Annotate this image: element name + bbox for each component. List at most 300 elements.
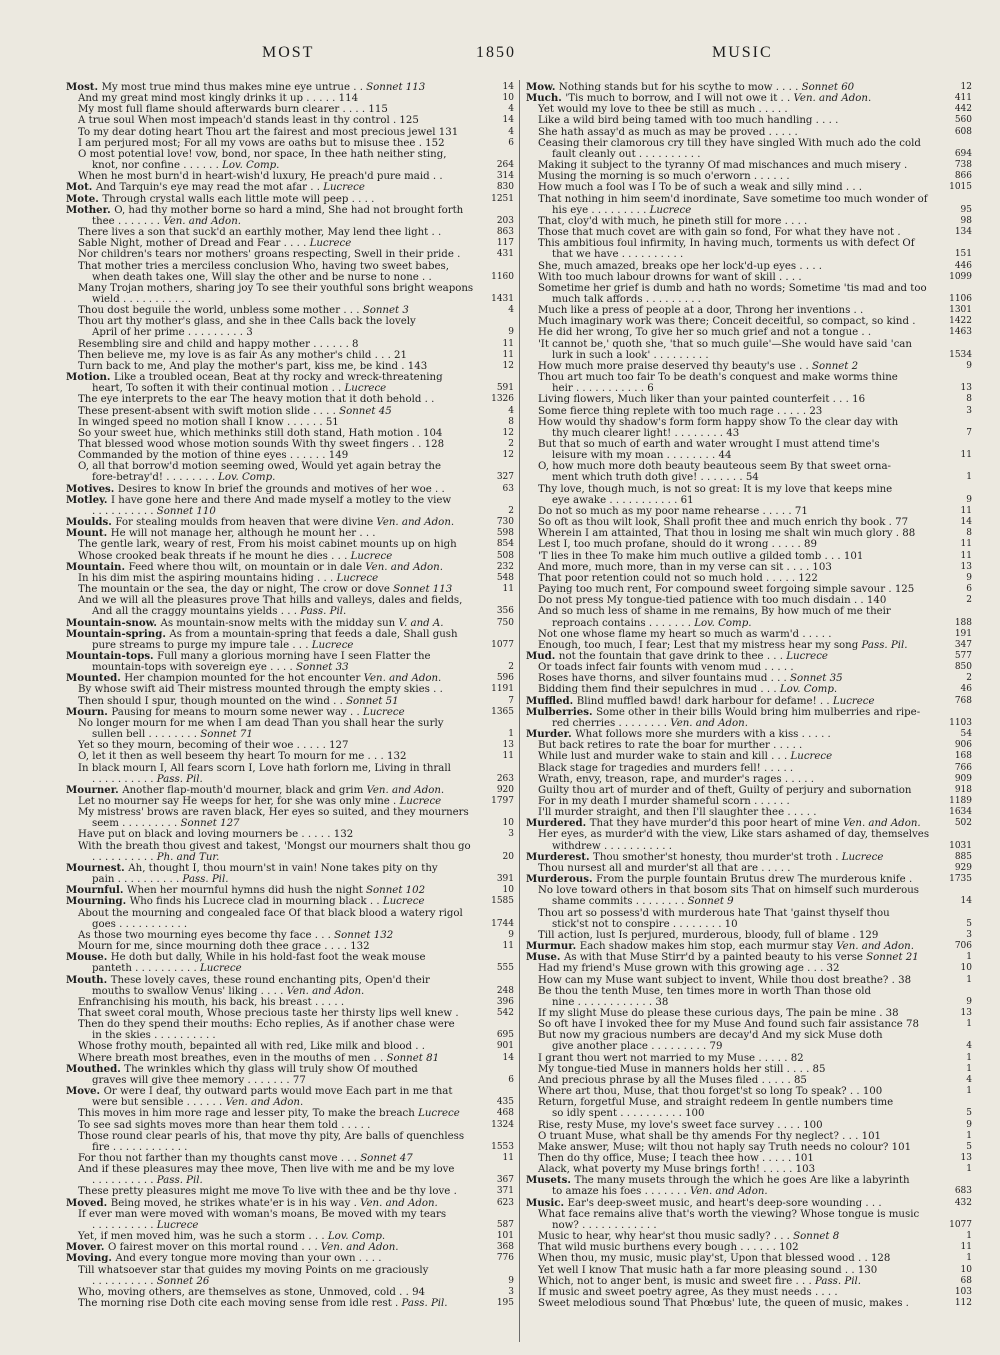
line-number: 1797 [491,796,514,806]
quotation-text: Which, not to anger bent, is music and sweet fire . . . [538,1275,812,1287]
line-number: 1 [966,1231,972,1242]
citation-line [66,1175,514,1186]
line-number: 885 [954,851,972,862]
line-number: 1 [966,1164,972,1175]
headword: Murmur. [526,941,580,953]
quotation-text: O truant Muse, what shall be thy amends For thy neglect? . . . 101 [538,1130,882,1142]
source-reference: Lucrece [308,639,354,651]
quotation-text: What face remains alive that's worth the viewing? Whose tongue is music [538,1208,920,1220]
line-number: 1077 [949,1219,972,1230]
quotation-text: mountain-tops with sovereign eye . . . . [92,662,293,674]
index-entry [66,629,514,640]
citation-line [66,127,514,138]
line-number: 9 [966,1119,972,1130]
line-number: 1324 [491,1119,514,1130]
quotation-text: Do not so much as my poor name rehearse . . . . . 71 [538,505,808,517]
line-number: 9 [966,996,972,1007]
line-number: 9 [508,929,514,940]
header-left-word: MOST [262,44,315,61]
index-entry [66,1064,514,1075]
quotation-text: No longer mourn for me when I am dead Than you shall hear the surly [78,717,444,729]
headword: Music. [526,1197,568,1209]
line-number: 854 [496,539,514,550]
quotation-text: Yet so they mourn, becoming of their woe . . . . . 127 [78,740,349,752]
quotation-text: mouths to swallow Venus' liking . . . . [92,985,284,997]
line-number: 3 [966,405,972,416]
quotation-text: Whose crooked beak threats if he mount he dies . . . [78,550,348,562]
line-number: 446 [954,260,972,271]
index-entry [66,1198,514,1209]
citation-line [66,506,514,517]
line-number: 1 [966,1130,972,1141]
citation-line [66,1131,514,1142]
citation-line [66,1186,514,1197]
citation-line [526,684,972,695]
index-entry [526,696,972,707]
line-number: 98 [960,215,972,226]
source-reference: Lucrece [347,550,393,562]
quotation-text: Some other in their bills Would bring him mulberries and ripe- [596,706,921,718]
quotation-text: Thou dost beguile the world, unbless some mother . . . [78,305,360,317]
citation-line [526,930,972,941]
quotation-text: O most potential love! vow, bond, nor space, In thee hath neither sting, [78,148,447,160]
quotation-text: While lust and murder wake to stain and kill . . . [538,751,788,763]
index-entry [526,651,972,662]
index-entry [526,729,972,740]
line-number: 371 [496,1186,514,1197]
citation-line [526,182,972,193]
headword: Murdered. [526,818,590,830]
line-number: 14 [502,1052,514,1063]
citation-line [526,205,972,216]
headword: Mot. [66,182,96,194]
quotation-text: heir . . . . . . . . . . . 6 [552,383,654,395]
headword: Musets. [526,1175,575,1187]
index-entry [526,852,972,863]
quotation-text: For stealing moulds from heaven that were divine [115,517,374,529]
quotation-text: April of her prime . . . . . . . . . 3 [92,327,253,339]
line-number: 10 [960,963,972,974]
citation-line [526,439,972,450]
citation-line [66,729,514,740]
quotation-text: And if these pleasures may thee move, Then live with me and be my love [78,1164,455,1176]
citation-line [66,941,514,952]
headword: Mourning. [66,896,130,908]
line-number: 1585 [491,896,514,907]
headword: Mourner. [66,784,123,796]
source-reference: Ph. and Tur. [153,851,220,863]
citation-line [66,696,514,707]
line-number: 608 [954,126,972,137]
quotation-text: Enfranchising his mouth, his back, his breast . . . . . [78,996,345,1008]
line-number: 766 [954,762,972,773]
index-entry [66,673,514,684]
quotation-text: What follows more she murders with a kiss . . . . . [575,729,831,741]
quotation-text: That wild music burthens every bough . . . . . . 102 [538,1242,799,1254]
headword: Mountain-snow. [66,617,161,629]
quotation-text: Or were I deaf, thy outward parts would move Each part in me that [103,1086,453,1098]
line-number: 1 [966,1063,972,1074]
left-column [66,82,514,1344]
citation-line [66,774,514,785]
source-reference: Sonnet 26 [153,1275,210,1287]
line-number: 11 [502,584,514,595]
quotation-text: now? . . . . . . . . . . . . [552,1219,657,1231]
quotation-text: Thou smother'st honesty, thou murder'st troth . [593,851,839,863]
citation-line [66,662,514,673]
quotation-text: Let no mourner say He weeps for her, for she was only mine . [78,796,397,807]
line-number: 9 [966,572,972,583]
quotation-text: Had my friend's Muse grown with this growing age . . . 32 [538,963,840,975]
quotation-text: The morning rise Doth cite each moving sense from idle rest . [78,1298,399,1310]
citation-line [66,1153,514,1164]
quotation-text: Making it subject to the tyranny Of mad mischances and much misery . [538,160,908,172]
quotation-text: Thou art so possess'd with murderous hate That 'gainst thyself thou [538,907,890,919]
line-number: 2 [508,662,514,673]
quotation-text: Living flowers, Much liker than your painted counterfeit . . . 16 [538,394,866,406]
quotation-text: . . . . . . . . . . [92,773,154,785]
line-number: 4 [966,1074,972,1085]
citation-line [526,484,972,495]
line-number: 134 [954,227,972,238]
quotation-text: As mountain-snow melts with the midday sun [160,617,396,629]
citation-line [526,908,972,919]
source-reference: Ven. and Adon. [373,517,455,529]
quotation-text: panteth . . . . . . . . . . [92,963,197,975]
quotation-text: . . . . . . . . . . [92,851,154,863]
quotation-text: Make answer, Muse; wilt thou not haply say Truth needs no colour? 101 [538,1141,912,1153]
citation-line [526,506,972,517]
line-number: 1422 [949,316,972,327]
line-number: 863 [496,227,514,238]
line-number: 1 [966,952,972,963]
quotation-text: How much a fool was I To be of such a weak and silly mind . . . [538,182,863,194]
quotation-text: For thou not farther than my thoughts canst move . . . [78,1153,357,1164]
quotation-text: In his dim mist the aspiring mountains hiding . . . [78,572,334,584]
quotation-text: Many Trojan mothers, sharing joy To see their youthful sons bright weapons [78,282,474,294]
quotation-text: his eye . . . . . . . . . [552,204,647,216]
line-number: 10 [502,885,514,896]
headword: Mover. [66,1242,108,1254]
line-number: 738 [954,160,972,171]
line-number: 14 [960,896,972,907]
quotation-text: But now my gracious numbers are decay'd And my sick Muse doth [538,1030,883,1042]
citation-line [66,740,514,751]
quotation-text: And so much less of shame in me remains, By how much of me their [538,606,891,618]
quotation-text: With too much labour drowns for want of skill . . . . [538,271,802,283]
citation-line [66,1041,514,1052]
source-reference: Lucrece [319,182,365,194]
line-number: 830 [496,182,514,193]
quotation-text: Each shadow makes him stop, each murmur stay [579,941,834,953]
quotation-text: fault cleanly out . . . . . . . . . . [552,148,701,160]
quotation-text: Yet, if men moved him, was he such a storm . . . [78,1231,325,1243]
quotation-text: No love toward others in that bosom sits That on himself such murderous [538,885,920,897]
headword: Mulberries. [526,706,597,718]
citation-line [526,406,972,417]
line-number: 12 [502,360,514,371]
line-number: 13 [960,1153,972,1163]
citation-line [66,1075,514,1086]
citation-line [526,1253,972,1264]
citation-line [66,149,514,160]
citation-line [526,718,972,729]
quotation-text: O fairest mover on this mortal round . . . [108,1242,318,1254]
line-number: 468 [496,1108,514,1119]
citation-line [526,339,972,350]
citation-line [66,573,514,584]
citation-line [526,774,972,785]
quotation-text: shame commits . . . . . . . . [552,896,685,908]
source-reference: Lucrece [787,751,833,763]
quotation-text: Whose frothy mouth, bepainted all with red, Like milk and blood . . [78,1041,425,1053]
quotation-text: . . . . . . . . . . [92,1175,154,1187]
citation-line [526,785,972,796]
citation-line [526,261,972,272]
quotation-text: . . . . . . . . . . [92,505,154,517]
index-entry [66,707,514,718]
citation-line [66,227,514,238]
line-number: 768 [954,695,972,706]
line-number: 901 [496,1041,514,1052]
line-number: 95 [960,204,972,215]
quotation-text: Enough, too much, I fear; Lest that my mistress hear my song [538,639,859,651]
index-entry [66,975,514,986]
quotation-text: And Tarquin's eye may read the mot afar . . [95,182,320,194]
line-number: 695 [496,1030,514,1041]
source-reference: Pass. Pil. [398,1298,448,1310]
citation-line [526,428,972,439]
line-number: 1077 [491,639,514,650]
citation-line [526,450,972,461]
citation-line [66,919,514,930]
line-number: 909 [954,773,972,784]
quotation-text: Full many a glorious morning have I seen Flatter the [157,650,431,662]
quotation-text: 'It cannot be,' quoth she, 'that so much guile'—She would have said 'can [538,338,912,350]
citation-line [66,283,514,294]
quotation-text: Mourn for me, since mourning doth thee grace . . . . 132 [78,941,370,953]
citation-line [66,461,514,472]
index-entry [66,82,514,93]
citation-line [526,361,972,372]
source-reference: Lucrece [333,572,379,584]
quotation-text: that we have . . . . . . . . . . [552,249,684,261]
citation-line [66,718,514,729]
quotation-text: Pausing for means to mourn some newer way . . [111,706,360,718]
line-number: 4 [508,126,514,137]
citation-line [526,740,972,751]
source-reference: Sonnet 132 [330,929,394,941]
line-number: 6 [508,1074,514,1085]
quotation-text: wield . . . . . . . . . . . [92,293,192,305]
quotation-text: And more, much more, than in my verse can sit . . . . 103 [538,561,832,573]
citation-line [526,1276,972,1287]
citation-line [66,1298,514,1309]
source-reference: Lucrece [306,238,352,250]
line-number: 850 [954,662,972,673]
line-number: 103 [954,1286,972,1297]
line-number: 929 [954,862,972,873]
line-number: 347 [954,639,972,650]
source-reference: Lucrece [196,963,242,975]
quotation-text: Where breath most breathes, even in the mouths of men . . [78,1052,384,1064]
source-reference: Lucrece [838,851,884,863]
citation-line [66,238,514,249]
quotation-text: That sweet coral mouth, Whose precious taste her thirsty lips well knew . [78,1007,459,1019]
citation-line [526,227,972,238]
citation-line [526,1120,972,1131]
citation-line [526,1164,972,1175]
citation-line [526,1108,972,1119]
citation-line [526,1186,972,1197]
source-reference: Sonnet 47 [356,1153,413,1164]
line-number: 2 [966,595,972,606]
source-reference: Sonnet 9 [684,896,734,908]
quotation-text: Thou art much too fair To be death's conquest and make worms thine [538,372,898,384]
line-number: 13 [502,740,514,751]
line-number: 9 [508,1275,514,1286]
quotation-text: These lovely caves, these round enchanting pits, Open'd their [110,974,430,986]
citation-line [526,1053,972,1064]
line-number: 11 [502,1153,514,1163]
index-entry [66,562,514,573]
line-number: 1534 [949,349,972,360]
line-number: 11 [960,1242,972,1253]
index-entry [66,885,514,896]
headword: Murder. [526,729,576,741]
quotation-text: . . . . . . . . . . [92,1275,154,1287]
source-reference: Sonnet 21 [862,952,919,964]
citation-line [526,238,972,249]
quotation-text: That they have murder'd this poor heart of mine [589,818,840,830]
citation-line [526,394,972,405]
quotation-text: And every tongue more moving than your own . . . . [115,1253,382,1265]
citation-line [66,606,514,617]
line-number: 68 [960,1275,972,1286]
headword: Much. [526,93,566,105]
line-number: 117 [496,238,514,249]
line-number: 195 [496,1298,514,1309]
citation-line [526,104,972,115]
headword: Murderest. [526,851,594,863]
source-reference: Ven. and Adon. [839,818,921,830]
line-number: 314 [496,171,514,182]
index-entry [66,896,514,907]
quotation-text: Yet well I know That music hath a far more pleasing sound . . 130 [538,1264,878,1276]
citation-line [526,673,972,684]
citation-line [66,361,514,372]
citation-line [526,1075,972,1086]
line-number: 918 [954,784,972,795]
quotation-text: Return, forgetful Muse, and straight redeem In gentle numbers time [538,1097,894,1109]
line-number: 13 [960,383,972,394]
quotation-text: much talk affords . . . . . . . . . [552,293,701,305]
citation-line [66,829,514,840]
quotation-text: Wrath, envy, treason, rape, and murder's rages . . . . . [538,773,815,785]
quotation-text: I have gone here and there And made myself a motley to the view [110,494,452,506]
index-entry [526,93,972,104]
line-number: 555 [496,963,514,974]
citation-line [526,1008,972,1019]
line-number: 356 [496,606,514,617]
line-number: 1301 [949,305,972,316]
headword: Moving. [66,1253,116,1265]
headword: Muse. [526,952,564,964]
headword: Moved. [66,1197,111,1209]
quotation-text: Much imaginary work was there; Conceit deceitful, so compact, so kind . [538,316,916,328]
citation-line [66,261,514,272]
citation-line [526,1153,972,1164]
quotation-text: Or toads infect fair founts with venom mud . . . . . [538,662,794,674]
source-reference: Lucrece [646,204,692,216]
citation-line [526,171,972,182]
quotation-text: Bidding them find their sepulchres in mud . . . [538,684,777,696]
citation-line [66,1108,514,1119]
citation-line [66,640,514,651]
citation-line [526,562,972,573]
citation-line [66,539,514,550]
line-number: 112 [954,1298,972,1309]
line-number: 7 [966,427,972,438]
citation-line [66,249,514,260]
citation-line [526,1265,972,1276]
citation-line [526,595,972,606]
line-number: 263 [496,773,514,784]
source-reference: Sonnet 127 [177,818,240,830]
citation-line [526,495,972,506]
line-number: 12 [960,82,972,92]
source-reference: Lov. Comp. [218,160,280,172]
quotation-text: In black mourn I, All fears scorn I, Love hath forlorn me, Living in thrall [78,762,451,774]
quotation-text: in the skies . . . . . . . . . . [92,1030,216,1042]
quotation-text: Turn back to me, And play the mother's part, kiss me, be kind . 143 [78,360,428,372]
line-number: 7 [508,695,514,706]
line-number: 9 [508,327,514,338]
line-number: 367 [496,1175,514,1186]
line-number: 1365 [491,706,514,717]
line-number: 11 [502,338,514,349]
headword: Murderous. [526,874,597,886]
quotation-text: This ambitious foul infirmity, In having much, torments us with defect Of [538,238,915,250]
citation-line [66,294,514,305]
quotation-text: When he most burn'd in heart-wish'd luxury, He preach'd pure maid . . [78,171,443,183]
source-reference: Lucrece [359,706,405,718]
quotation-text: When her mournful hymns did hush the night [127,885,363,897]
line-number: 8 [966,528,972,539]
quotation-text: So your sweet hue, which methinks still doth stand, Hath motion . 104 [78,427,443,439]
citation-line [526,1242,972,1253]
line-number: 750 [496,617,514,628]
line-number: 10 [960,1264,972,1275]
headword: Mud. [526,650,559,662]
quotation-text: That mother tries a merciless conclusion Who, having two sweet babes, [78,260,449,272]
line-number: 623 [496,1197,514,1208]
line-number: 168 [954,751,972,762]
quotation-text: These present-absent with swift motion slide . . . . [78,405,336,417]
line-number: 5 [966,1108,972,1119]
quotation-text: O, all that borrow'd motion seeming owed, Would yet again betray the [78,461,442,473]
index-entry [66,1253,514,1264]
line-number: 431 [496,249,514,260]
quotation-text: By whose swift aid Their mistress mounted through the empty skies . . [78,684,443,696]
line-number: 920 [496,784,514,795]
line-number: 4 [508,104,514,115]
line-number: 14 [960,517,972,528]
citation-line [66,1120,514,1131]
citation-line [526,829,972,840]
quotation-text: graves will give thee memory . . . . . . . 77 [92,1074,306,1086]
citation-line [66,93,514,104]
